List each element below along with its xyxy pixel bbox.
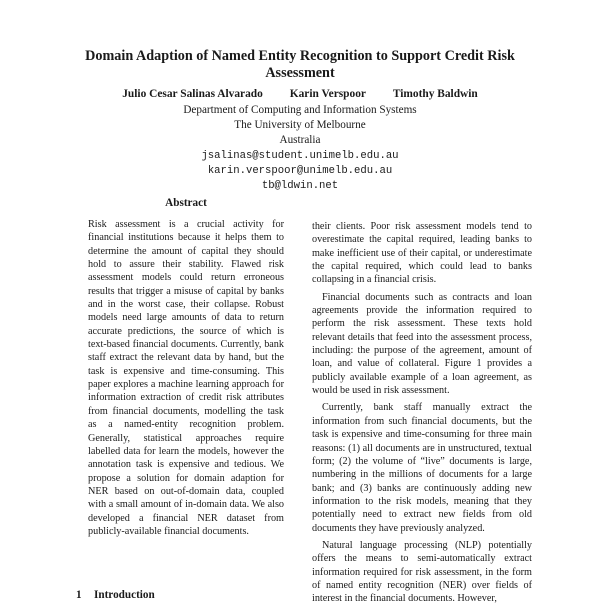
department: Department of Computing and Information Systems xyxy=(183,104,417,116)
email-2: karin.verspoor@unimelb.edu.au xyxy=(207,164,393,177)
title-line-1: Domain Adaption of Named Entity Recognition to Support Credit Risk xyxy=(85,48,515,64)
left-column xyxy=(88,196,284,542)
email-3: tb@ldwin.net xyxy=(261,180,339,193)
affiliation-block xyxy=(60,103,540,194)
author-1: Julio Cesar Salinas Alvarado xyxy=(122,88,263,100)
right-paragraph-4: Natural language processing (NLP) potentially offers the means to semi-automatically extract information required for risk assessment, in the form of named entity recognition (NER) over fields of interest in the financial documents. However, xyxy=(312,539,532,605)
email-1: jsalinas@student.unimelb.edu.au xyxy=(201,149,399,162)
section-title: Introduction xyxy=(94,589,155,601)
title-line-2: Assessment xyxy=(265,65,335,81)
section-number: 1 xyxy=(76,589,82,601)
author-2: Karin Verspoor xyxy=(289,88,366,100)
right-paragraph-3: Currently, bank staff manually extract the information from such financial documents, but the task is expensive and time-consuming for three main reasons: (1) all documents are in unstructured, textual form; (2) the volume of “live” documents is large, numbering in the millions of documents for a large bank; and (3) banks are continuously adding new information to the risk models, meaning that they potentially need to extract new fields from old documents they have previously analyzed. xyxy=(312,402,532,534)
paper-title xyxy=(60,48,540,82)
university: The University of Melbourne xyxy=(234,119,366,132)
author-3: Timothy Baldwin xyxy=(392,88,478,100)
country: Australia xyxy=(279,134,321,147)
right-column xyxy=(312,220,532,610)
right-paragraph-2: Financial documents such as contracts and loan agreements provide the information required to perform the risk assessment. These texts hold relevant details that feed into the assessment process, including: the purpose of the agreement, amount of loan, and value of collateral. Figure 1 provides a publicly available example of a loan agreement, as would be used in risk assessment. xyxy=(312,291,532,397)
right-paragraph-1: their clients. Poor risk assessment models tend to overestimate the capital required, leading banks to make inefficient use of their capital, or underestimate the capital required, which could lead to banks collapsing in a financial crisis. xyxy=(312,221,532,286)
author-list xyxy=(60,87,540,102)
abstract-heading: Abstract xyxy=(165,197,207,209)
abstract-text: Risk assessment is a crucial activity for financial institutions because it helps them to determine the amount of capital they should hold to assure their stability. Flawed risk assessment models could return erroneous results that trigger a misuse of capital by banks and in the worst case, their collapse. Robust models need large amounts of data to return accurate predictions, the source of which is text-based financial documents. Currently, bank staff extract the relevant data by hand, but the task is expensive and time-consuming. This paper explores a machine learning approach for information extraction of credit risk attributes from financial documents, modelling the task as a named-entity recognition problem. Generally, statistical approaches require labelled data for learn the models, however the annotation task is expensive and tedious. We propose a solution for domain adaption for NER based on out-of-domain data, coupled with a small amount of in-domain data. We also developed a financial NER dataset from publicly-available financial documents. xyxy=(88,219,284,537)
